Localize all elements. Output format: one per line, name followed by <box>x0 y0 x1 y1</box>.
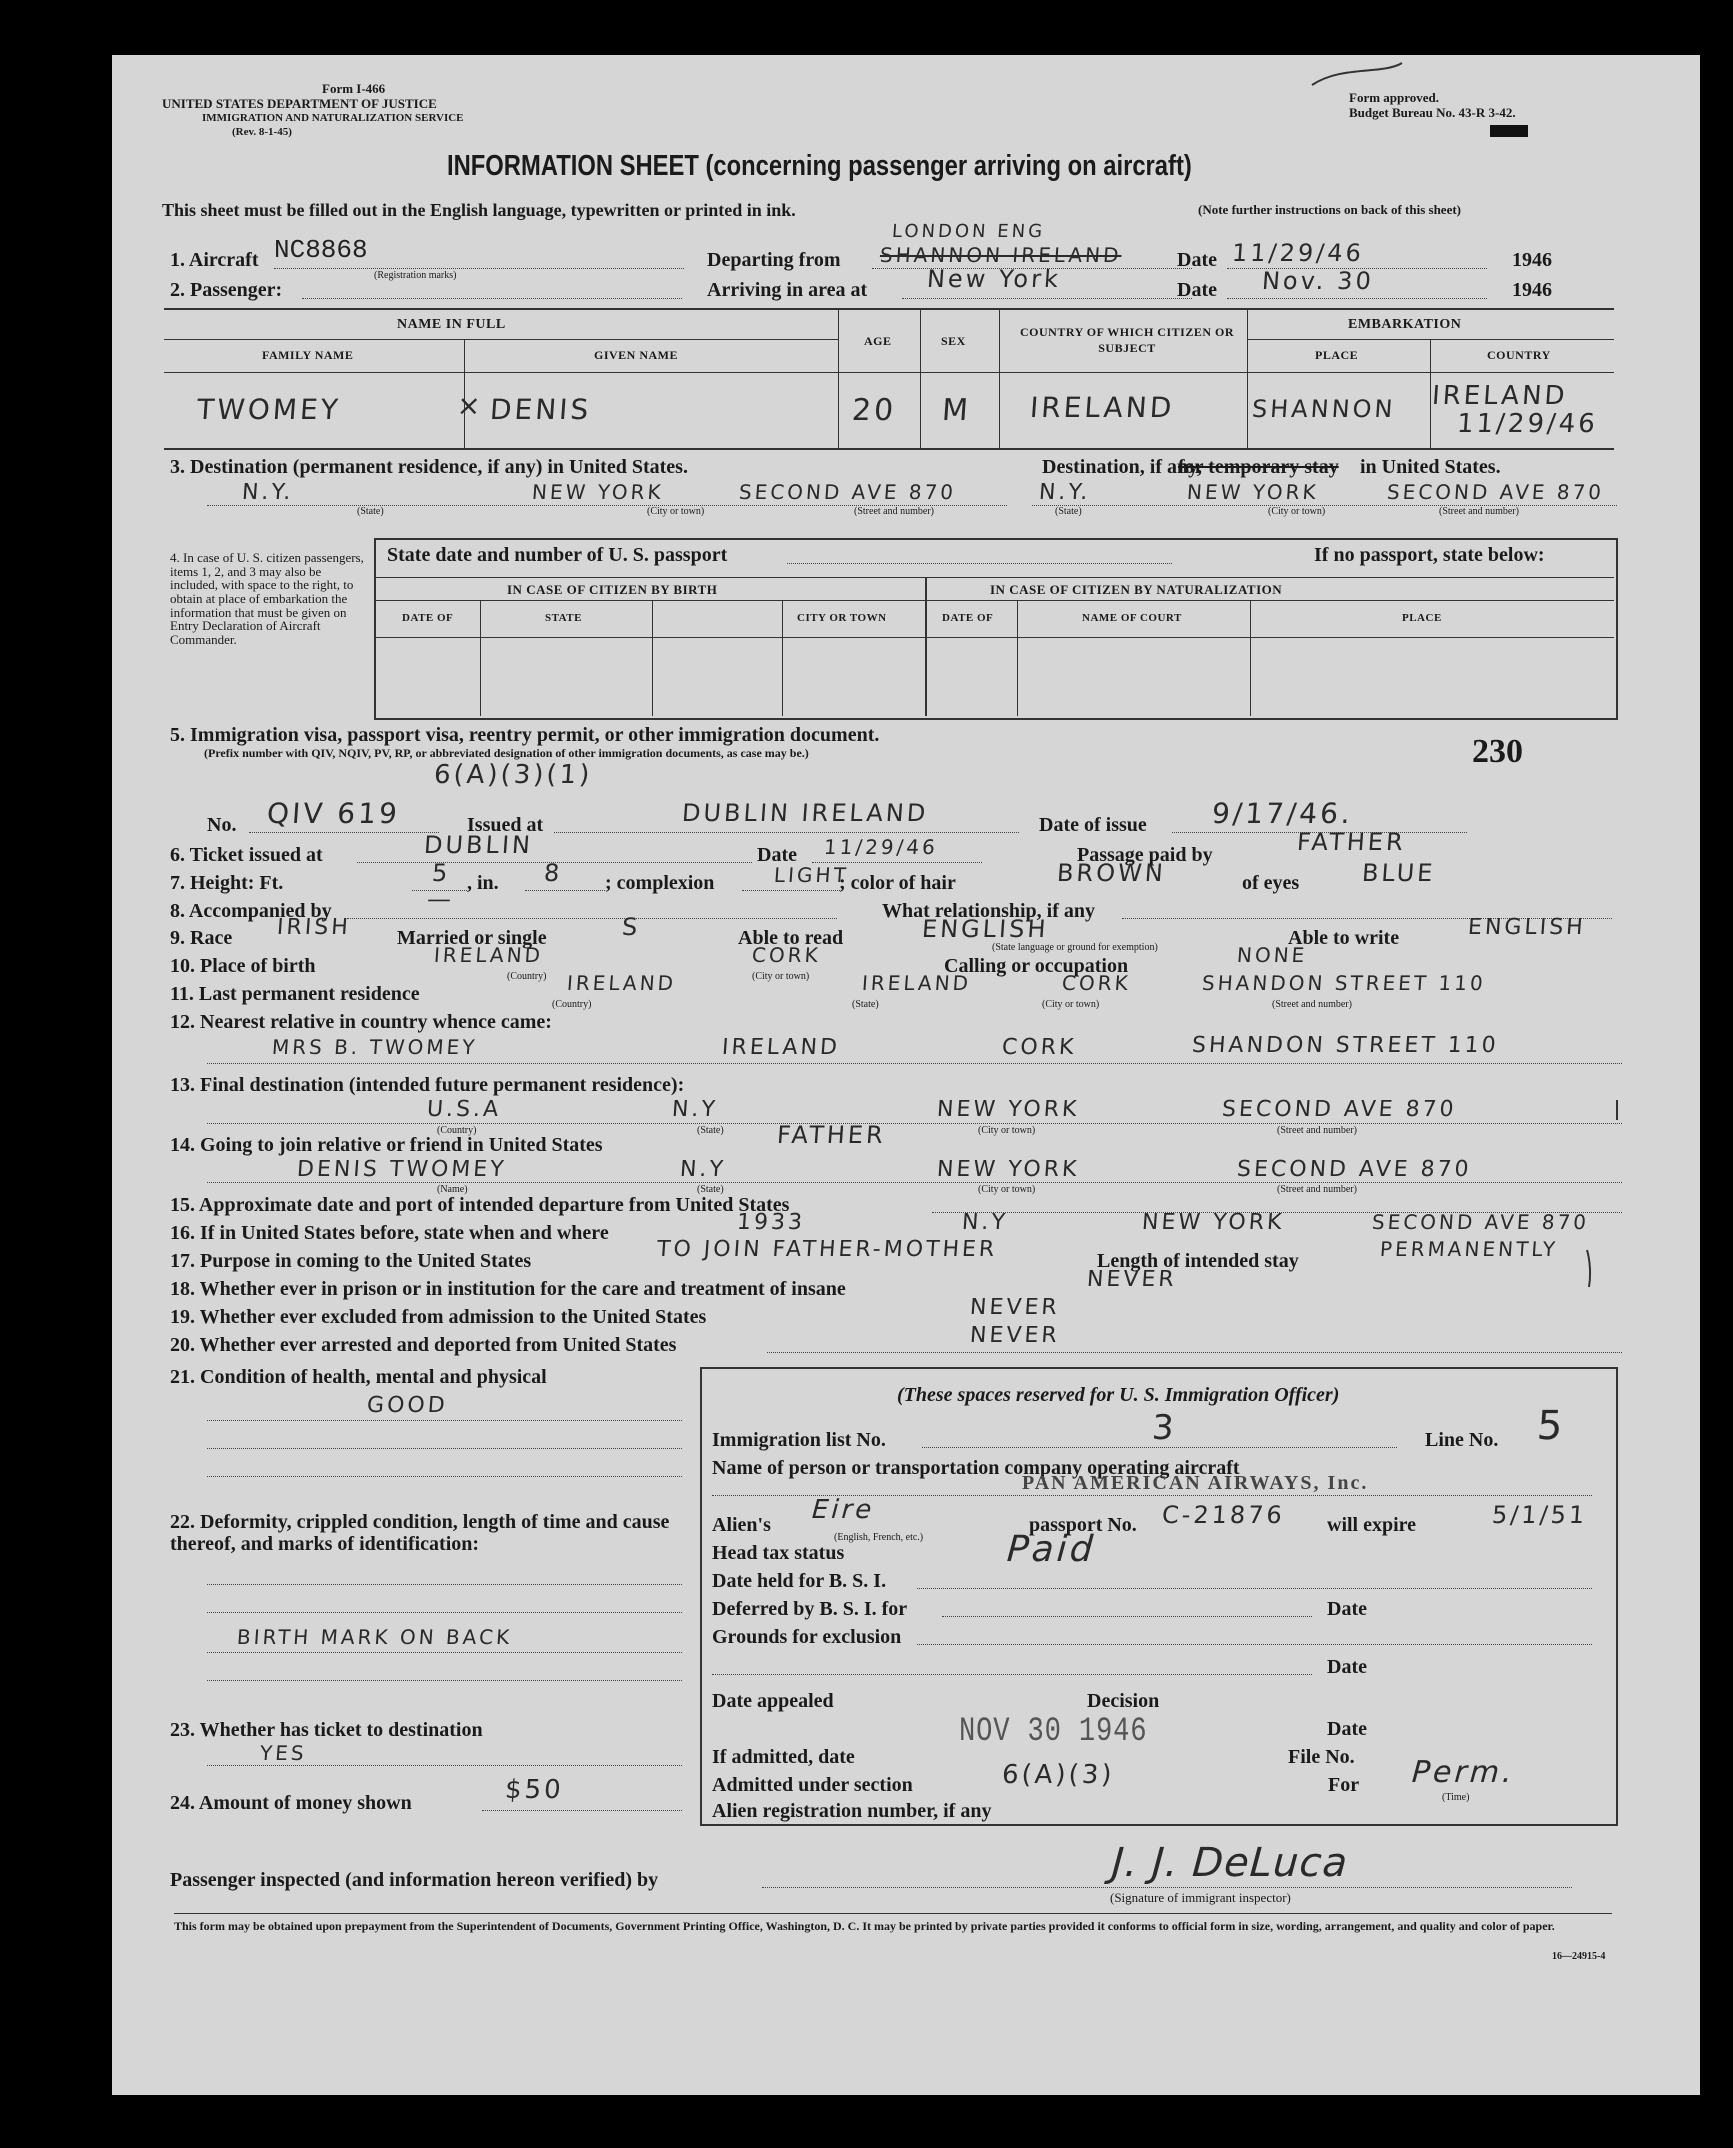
cap-city-3a: (City or town) <box>647 506 705 517</box>
before-state-value: N.Y <box>961 1210 1009 1235</box>
visa-number-stamp: 230 <box>1472 733 1523 770</box>
deformity-value: BIRTH MARK ON BACK <box>236 1625 514 1649</box>
visa-no-value: QIV 619 <box>265 797 401 830</box>
budget-bureau: Budget Bureau No. 43-R 3-42. <box>1349 105 1516 120</box>
dest-state: N.Y. <box>241 480 295 505</box>
excluded-label: 19. Whether ever excluded from admission to the United States <box>170 1306 707 1328</box>
arriving-value: New York <box>926 265 1062 293</box>
citizen-value: IRELAND <box>1028 391 1176 424</box>
age-header: AGE <box>864 334 892 348</box>
prison-label: 18. Whether ever in prison or in institution for the care and treatment of insane <box>170 1278 846 1300</box>
hair-value: BROWN <box>1056 859 1167 887</box>
join-cap-street: (Street and number) <box>1277 1184 1357 1195</box>
admission-date-stamp: NOV 30 1946 <box>959 1713 1148 1751</box>
before-label: 16. If in United States before, state when and where <box>170 1222 609 1244</box>
join-state-value: N.Y <box>679 1157 727 1182</box>
res-cap-country: (Country) <box>552 999 592 1010</box>
final-cap-city: (City or town) <box>978 1125 1036 1136</box>
given-name-header: GIVEN NAME <box>594 348 679 362</box>
sex-header: SEX <box>941 334 966 348</box>
decision-date-label: Date <box>1327 1718 1367 1740</box>
country-header: COUNTRY <box>1487 348 1551 362</box>
money-value: $50 <box>503 1775 565 1805</box>
final-cap-country: (Country) <box>437 1125 477 1136</box>
dest-city: NEW YORK <box>531 480 665 504</box>
before-year-value: 1933 <box>736 1210 806 1235</box>
line-no-label: Line No. <box>1425 1429 1499 1451</box>
language-caption: (State language or ground for exemption) <box>992 942 1158 953</box>
dest-street-2: SECOND AVE 870 <box>1386 480 1605 504</box>
health-value: GOOD <box>366 1393 449 1418</box>
form-sheet <box>112 55 1700 2095</box>
aircraft-label: 1. Aircraft <box>170 249 259 271</box>
date-value-2: Nov. 30 <box>1261 267 1375 295</box>
year-1: 1946 <box>1512 249 1552 271</box>
departure-label: 15. Approximate date and port of intended departure from United States <box>170 1194 790 1216</box>
footer-note: This form may be obtained upon prepayment from the Superintendent of Documents, Government Printing Office, Washington, D. C. It may be printed by private parties provided it conforms to official form in size, wording, arrangement, and quality and color of paper. <box>174 1919 1555 1933</box>
dest-state-2: N.Y. <box>1038 480 1092 505</box>
cap-state-3a: (State) <box>357 506 384 517</box>
birth-city-cap: (City or town) <box>752 971 810 982</box>
ticket-label: 6. Ticket issued at <box>170 844 323 866</box>
paid-by-label: Passage paid by <box>1077 844 1213 866</box>
department-name: UNITED STATES DEPARTMENT OF JUSTICE <box>162 96 437 111</box>
time-caption: (Time) <box>1442 1792 1470 1803</box>
visa-sub: (Prefix number with QIV, NQIV, PV, RP, or abbreviated designation of other immigration documents, as case may be.) <box>204 746 809 760</box>
officer-box-header: (These spaces reserved for U. S. Immigration Officer) <box>897 1384 1340 1406</box>
relative-state-value: IRELAND <box>721 1035 841 1060</box>
money-label: 24. Amount of money shown <box>170 1792 412 1814</box>
inspector-signature: J. J. DeLuca <box>1110 1840 1350 1886</box>
write-value: ENGLISH <box>1467 915 1587 940</box>
visa-label: 5. Immigration visa, passport visa, reentry permit, or other immigration document. <box>170 724 880 746</box>
join-relation-value: FATHER <box>776 1121 887 1149</box>
bsi-label: Date held for B. S. I. <box>712 1570 887 1592</box>
form-approved: Form approved. <box>1349 90 1440 105</box>
arriving-label: Arriving in area at <box>707 279 868 301</box>
family-name-value: TWOMEY <box>195 393 342 426</box>
date-issue-value: 9/17/46. <box>1210 797 1354 830</box>
final-dest-label: 13. Final destination (intended future permanent residence): <box>170 1074 685 1096</box>
deferred-label: Deferred by B. S. I. for <box>712 1598 908 1620</box>
paid-by-value: FATHER <box>1296 828 1407 856</box>
calling-label: Calling or occupation <box>944 955 1129 977</box>
cap-street-3a: (Street and number) <box>854 506 934 517</box>
by-birth-header: IN CASE OF CITIZEN BY BIRTH <box>507 582 718 597</box>
relative-label: 12. Nearest relative in country whence came: <box>170 1011 552 1033</box>
passport-no-label: passport No. <box>1029 1514 1137 1536</box>
deported-label: 20. Whether ever arrested and deported from United States <box>170 1334 677 1356</box>
stay-value: PERMANENTLY <box>1379 1237 1559 1261</box>
cap-state-3b: (State) <box>1055 506 1082 517</box>
place-header-4: PLACE <box>1402 612 1442 624</box>
departing-label: Departing from <box>707 249 841 271</box>
write-label: Able to write <box>1288 927 1400 949</box>
grounds-label: Grounds for exclusion <box>712 1626 902 1648</box>
embark-country-date: 11/29/46 <box>1455 409 1599 439</box>
departing-struck: SHANNON IRELAND <box>879 243 1123 267</box>
grounds-date-label: Date <box>1327 1656 1367 1678</box>
for-label: For <box>1328 1774 1360 1796</box>
res-cap-street: (Street and number) <box>1272 999 1352 1010</box>
pen-marks <box>112 55 1700 2095</box>
registration-caption: (Registration marks) <box>374 270 457 281</box>
departing-value: LONDON ENG <box>891 221 1046 242</box>
destination-label: 3. Destination (permanent residence, if any) in United States. <box>170 456 688 478</box>
relative-city-value: CORK <box>1001 1035 1078 1060</box>
for-value: Perm. <box>1410 1755 1516 1790</box>
cap-city-3b: (City or town) <box>1268 506 1326 517</box>
eyes-label: of eyes <box>1242 872 1300 894</box>
headtax-value: Paid <box>1005 1529 1098 1570</box>
date-label-1: Date <box>1177 249 1217 271</box>
join-cap-state: (State) <box>697 1184 724 1195</box>
no-passport-label: If no passport, state below: <box>1314 544 1545 566</box>
join-street-value: SECOND AVE 870 <box>1236 1157 1473 1182</box>
embark-place-value: SHANNON <box>1251 395 1397 423</box>
ticket-dest-label: 23. Whether has ticket to destination <box>170 1719 483 1741</box>
section-value: 6(A)(3) <box>1000 1760 1116 1790</box>
file-no-label: File No. <box>1288 1746 1355 1768</box>
before-city-value: NEW YORK <box>1141 1210 1286 1235</box>
page-title: INFORMATION SHEET (concerning passenger arriving on aircraft) <box>447 150 1192 182</box>
health-label: 21. Condition of health, mental and physical <box>170 1366 547 1388</box>
place-header: PLACE <box>1315 348 1359 362</box>
stay-label: Length of intended stay <box>1097 1250 1299 1272</box>
join-name-value: DENIS TWOMEY <box>296 1157 508 1182</box>
issued-at-value: DUBLIN IRELAND <box>681 799 930 827</box>
birth-label: 10. Place of birth <box>170 955 316 977</box>
list-no-value: 3 <box>1150 1408 1179 1448</box>
prison-value: NEVER <box>1086 1267 1178 1292</box>
purpose-label: 17. Purpose in coming to the United States <box>170 1250 532 1272</box>
date-of-header-2: DATE OF <box>942 612 994 624</box>
res-cap-city: (City or town) <box>1042 999 1100 1010</box>
alien-reg-label: Alien registration number, if any <box>712 1800 992 1822</box>
ticket-date-label: Date <box>757 844 797 866</box>
family-name-header: FAMILY NAME <box>262 348 354 362</box>
given-name-value: DENIS <box>488 393 593 426</box>
before-street-value: SECOND AVE 870 <box>1371 1210 1590 1234</box>
by-naturalization-header: IN CASE OF CITIZEN BY NATURALIZATION <box>990 582 1283 597</box>
destination-right-struck: for temporary stay <box>1178 456 1339 478</box>
form-number: Form I-466 <box>322 81 386 96</box>
us-citizen-note: 4. In case of U. S. citizen passengers, items 1, 2, and 3 may also be included, with space to the right, to obtain at place of embarkation the information that must be given on Entry Declaration of Aircraft Commander. <box>170 550 364 647</box>
complexion-label: ; complexion <box>605 872 715 894</box>
instruction-right: (Note further instructions on back of this sheet) <box>1198 202 1461 217</box>
deformity-label: 22. Deformity, crippled condition, length of time and cause thereof, and marks of identification: <box>170 1511 670 1555</box>
ticket-dest-value: YES <box>259 1741 308 1765</box>
passenger-label: 2. Passenger: <box>170 279 283 301</box>
year-2: 1946 <box>1512 279 1552 301</box>
passport-label: State date and number of U. S. passport <box>387 544 728 566</box>
country-citizen-header: COUNTRY OF WHICH CITIZEN OR SUBJECT <box>1020 325 1234 355</box>
relative-street-value: SHANDON STREET 110 <box>1191 1033 1500 1058</box>
married-label: Married or single <box>397 927 547 949</box>
list-no-label: Immigration list No. <box>712 1429 886 1451</box>
deported-value: NEVER <box>969 1323 1061 1348</box>
aliens-label: Alien's <box>712 1514 771 1536</box>
visa-section-note: 6(A)(3)(1) <box>432 760 594 790</box>
form-code: 16—24915-4 <box>1552 1951 1606 1962</box>
excluded-value: NEVER <box>969 1295 1061 1320</box>
join-label: 14. Going to join relative or friend in United States <box>170 1134 603 1156</box>
final-cap-street: (Street and number) <box>1277 1125 1357 1136</box>
final-city-value: NEW YORK <box>936 1097 1081 1122</box>
married-value: S <box>621 913 642 941</box>
read-value: ENGLISH <box>921 915 1050 943</box>
final-cap-state: (State) <box>697 1125 724 1136</box>
name-in-full-header: NAME IN FULL <box>397 317 506 332</box>
age-value: 20 <box>850 393 898 428</box>
res-cap-state: (State) <box>852 999 879 1010</box>
passport-no-value: C-21876 <box>1161 1501 1286 1529</box>
hair-label: ; color of hair <box>839 872 956 894</box>
visa-no-label: No. <box>207 814 237 836</box>
expire-value: 5/1/51 <box>1491 1501 1589 1529</box>
dest-street: SECOND AVE 870 <box>738 480 957 504</box>
birth-city-value: CORK <box>751 943 822 967</box>
embark-country-value: IRELAND <box>1430 381 1569 411</box>
section-label: Admitted under section <box>712 1774 913 1796</box>
sex-value: M <box>940 393 973 428</box>
residence-state-value: IRELAND <box>861 971 972 995</box>
service-name: IMMIGRATION AND NATURALIZATION SERVICE <box>202 112 464 124</box>
expire-label: will expire <box>1327 1514 1417 1536</box>
date-of-header-1: DATE OF <box>402 612 454 624</box>
company-value: PAN AMERICAN AIRWAYS, Inc. <box>1022 1472 1369 1494</box>
company-label: Name of person or transportation company operating aircraft <box>712 1457 1240 1479</box>
final-state-value: N.Y <box>671 1097 719 1122</box>
revision: (Rev. 8-1-45) <box>232 126 292 138</box>
date-issue-label: Date of issue <box>1039 814 1147 836</box>
instruction-left: This sheet must be filled out in the English language, typewritten or printed in ink. <box>162 200 796 220</box>
residence-city-value: CORK <box>1061 971 1132 995</box>
admitted-label: If admitted, date <box>712 1746 855 1768</box>
state-header: STATE <box>545 612 582 624</box>
residence-street-value: SHANDON STREET 110 <box>1201 971 1487 995</box>
join-cap-name: (Name) <box>437 1184 468 1195</box>
deferred-date-label: Date <box>1327 1598 1367 1620</box>
decision-label: Decision <box>1087 1690 1160 1712</box>
city-town-header: CITY OR TOWN <box>797 612 887 624</box>
join-city-value: NEW YORK <box>936 1157 1081 1182</box>
eyes-value: BLUE <box>1361 859 1437 887</box>
name-court-header: NAME OF COURT <box>1082 612 1182 624</box>
line-no-value: 5 <box>1535 1403 1568 1449</box>
appealed-label: Date appealed <box>712 1690 834 1712</box>
aliens-value: Eire <box>810 1495 876 1525</box>
residence-country-value: IRELAND <box>566 971 677 995</box>
cap-street-3b: (Street and number) <box>1439 506 1519 517</box>
birth-country-value: IRELAND <box>433 943 544 967</box>
race-value: IRISH <box>276 915 352 940</box>
accompanied-value: — <box>426 885 455 913</box>
relationship-label: What relationship, if any <box>882 900 1095 922</box>
embarkation-header: EMBARKATION <box>1348 317 1462 332</box>
signature-caption: (Signature of immigrant inspector) <box>1110 1890 1291 1905</box>
residence-label: 11. Last permanent residence <box>170 983 420 1005</box>
height-label: 7. Height: Ft. <box>170 872 284 894</box>
height-in-value: 8 <box>543 859 564 887</box>
final-country-value: U.S.A <box>426 1097 502 1122</box>
race-label: 9. Race <box>170 927 233 949</box>
final-street-value: SECOND AVE 870 <box>1221 1097 1458 1122</box>
aliens-caption: (English, French, etc.) <box>834 1532 924 1543</box>
join-cap-city: (City or town) <box>978 1184 1036 1195</box>
birth-country-cap: (Country) <box>507 971 547 982</box>
inspected-label: Passenger inspected (and information hereon verified) by <box>170 1869 659 1891</box>
dest-city-2: NEW YORK <box>1186 480 1320 504</box>
issued-at-label: Issued at <box>467 814 544 836</box>
accompanied-label: 8. Accompanied by <box>170 900 332 922</box>
height-in-label: , in. <box>467 872 499 894</box>
date-value-1: 11/29/46 <box>1231 239 1365 267</box>
ticket-value: DUBLIN <box>423 831 534 859</box>
aircraft-value: NC8868 <box>274 235 368 265</box>
ticket-date-value: 11/29/46 <box>823 835 939 859</box>
headtax-label: Head tax status <box>712 1542 845 1564</box>
height-ft-value: 5 <box>431 859 452 887</box>
relative-name-value: MRS B. TWOMEY <box>271 1035 479 1059</box>
complexion-value: LIGHT <box>773 863 850 887</box>
name-separator-mark: × <box>455 389 485 422</box>
destination-right-a: Destination, if any, <box>1042 456 1203 478</box>
read-label: Able to read <box>738 927 844 949</box>
purpose-value: TO JOIN FATHER-MOTHER <box>656 1237 999 1262</box>
calling-value: NONE <box>1236 943 1309 967</box>
date-label-2: Date <box>1177 279 1217 301</box>
destination-right-b: in United States. <box>1360 456 1501 478</box>
